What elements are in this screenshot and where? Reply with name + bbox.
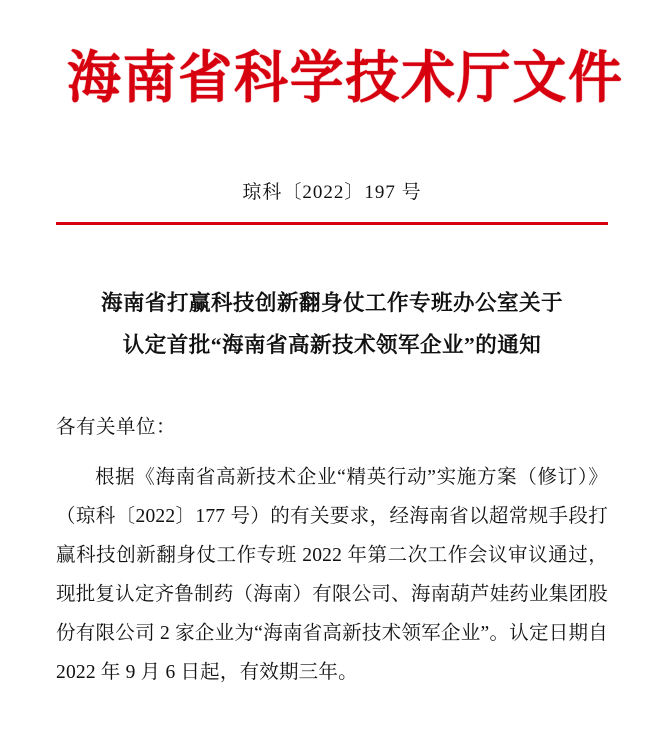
masthead-title: 海南省科学技术厅文件	[67, 48, 624, 110]
page-title	[56, 283, 608, 367]
page-title-line-1: 海南省打赢科技创新翻身仗工作专班办公室关于	[100, 290, 563, 315]
body-text	[56, 458, 608, 692]
red-separator-rule	[56, 222, 608, 225]
salutation: 各有关单位：	[56, 416, 177, 438]
page-title-line-2: 认定首批“海南省高新技术领军企业”的通知	[122, 332, 542, 357]
document-number: 琼科〔2022〕197 号	[242, 181, 422, 203]
body-paragraph-1: 根据《海南省高新技术企业“精英行动”实施方案（修订）》（琼科〔2022〕177 号）的有关要求，经海南省以超常规手段打赢科技创新翻身仗工作专班 2022 年第二次工作会议审议通过，现批复认定齐鲁制药（海南）有限公司、海南葫芦娃药业集团股份有限公司 2 家企业为“海南省高新技术领军企业”。认定日期自 2022 年 9 月 6 日起，有效期三年。	[56, 467, 608, 684]
masthead	[56, 0, 624, 111]
